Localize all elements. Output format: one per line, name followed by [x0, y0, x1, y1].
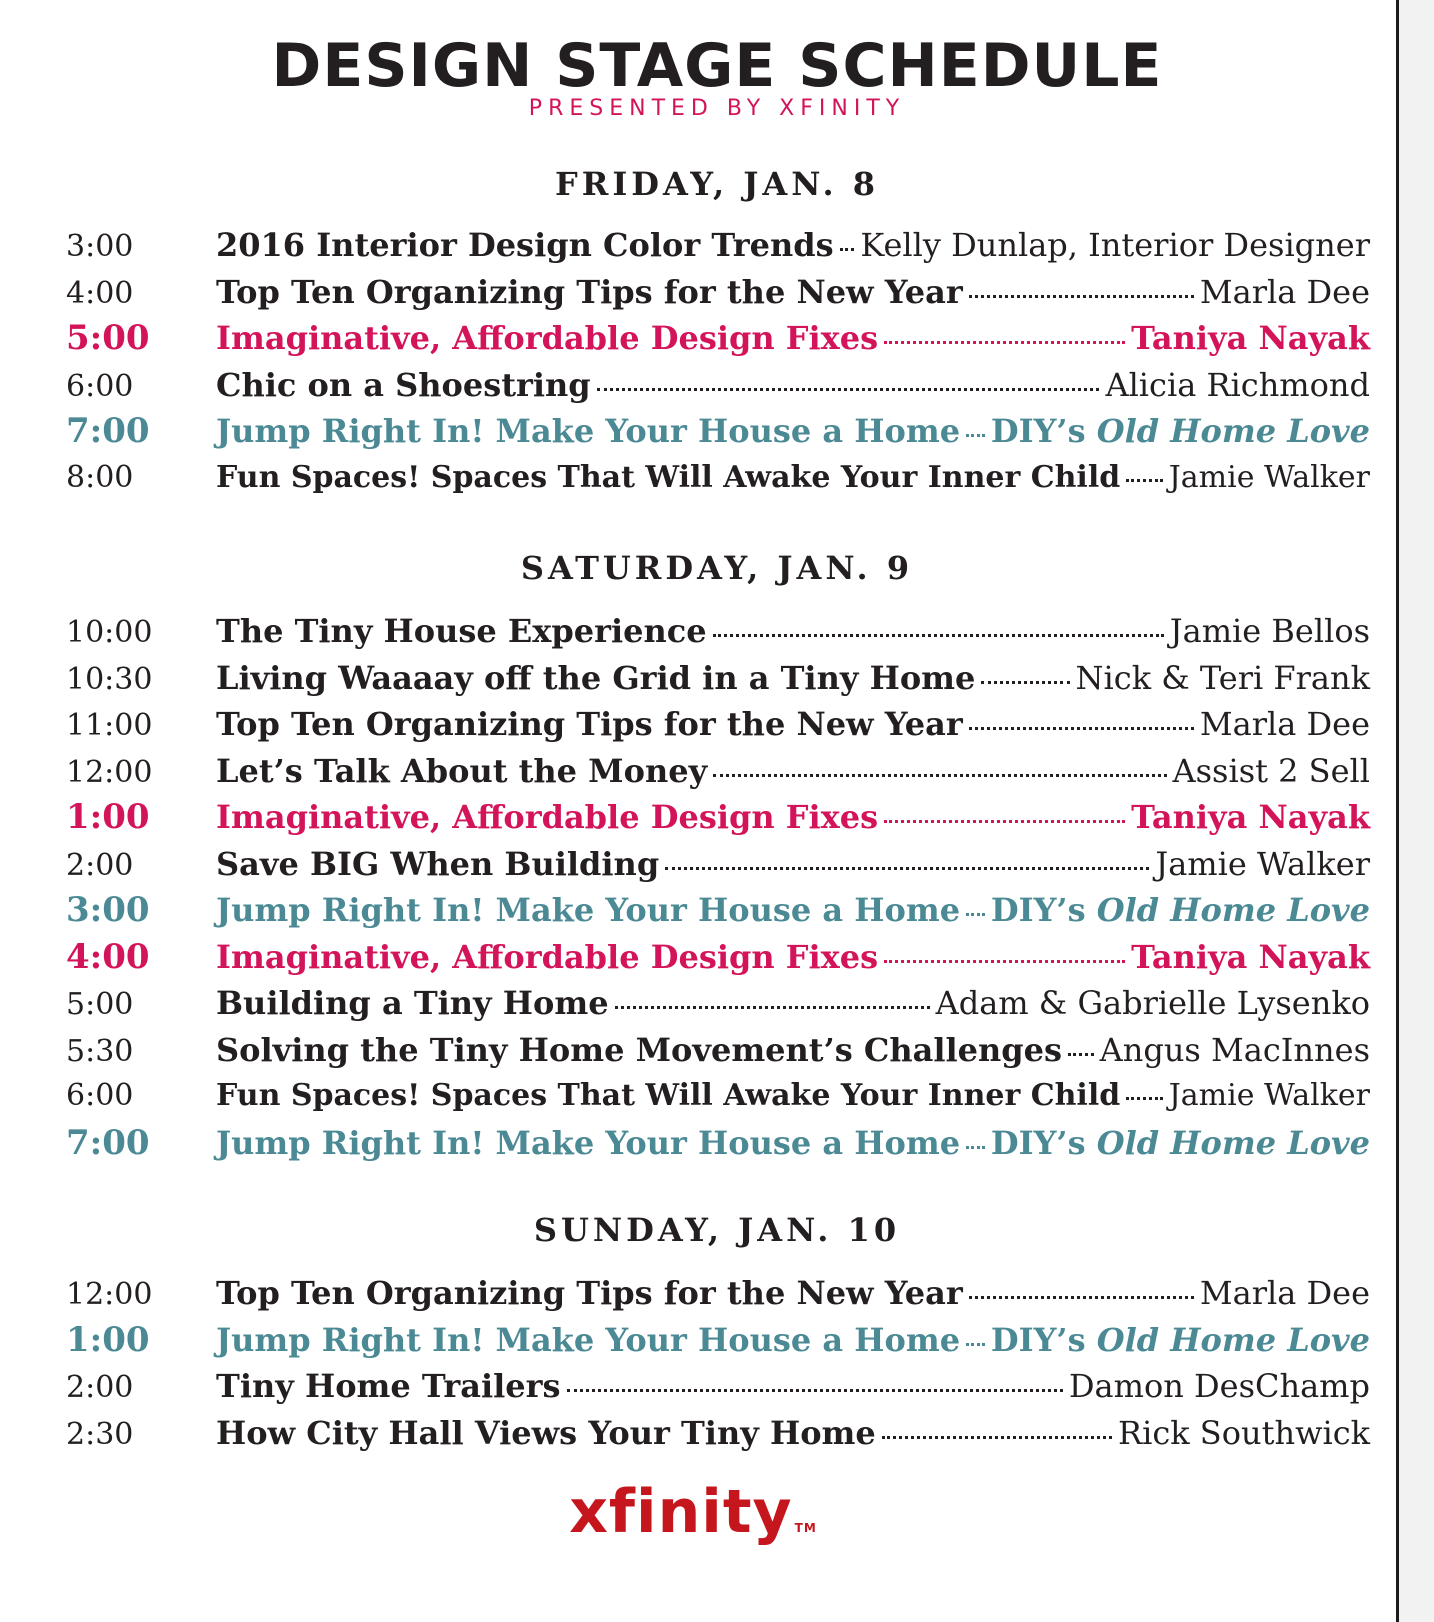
- session: [216, 455, 1370, 501]
- session: [216, 222, 1370, 268]
- session-title: Jump Right In! Make Your House a Home: [216, 412, 961, 450]
- session-title: Jump Right In! Make Your House a Home: [216, 1320, 961, 1359]
- session: [216, 1270, 1370, 1316]
- session-speaker: Jamie Walker: [1168, 1078, 1370, 1113]
- session-title: Imaginative, Affordable Design Fixes: [216, 937, 879, 976]
- session: [216, 1317, 1370, 1363]
- session-speaker: Nick & Teri Frank: [1075, 658, 1370, 697]
- session: [216, 269, 1370, 315]
- session: [216, 655, 1370, 701]
- session-title: Tiny Home Trailers: [216, 1367, 561, 1405]
- schedule-row: [66, 794, 1370, 840]
- schedule-row: [66, 362, 1370, 408]
- session-time: 6:00: [66, 1078, 134, 1113]
- schedule-row: [66, 1027, 1370, 1073]
- session-time: 12:00: [66, 754, 153, 790]
- session-title: 2016 Interior Design Color Trends: [216, 226, 834, 264]
- session-time: 8:00: [66, 459, 134, 495]
- session-speaker: Damon DesChamp: [1068, 1367, 1370, 1405]
- session: [216, 362, 1370, 408]
- dot-leader: [884, 341, 1125, 344]
- session-speaker: Kelly Dunlap, Interior Designer: [860, 226, 1370, 264]
- speaker-prefix: DIY’s: [990, 1320, 1097, 1359]
- session: [216, 1410, 1370, 1456]
- dot-leader: [966, 1146, 985, 1149]
- session-time: 7:00: [66, 1122, 150, 1163]
- day-heading: FRIDAY, JAN. 8: [555, 165, 879, 203]
- schedule-row: [66, 748, 1370, 794]
- page-subtitle: PRESENTED BY XFINITY: [528, 96, 906, 121]
- schedule-row: [66, 980, 1370, 1026]
- speaker-prefix: DIY’s: [990, 891, 1097, 929]
- session-time: 12:00: [66, 1277, 153, 1312]
- schedule-row: [66, 887, 1370, 933]
- dot-leader: [615, 1006, 930, 1009]
- dot-leader: [969, 727, 1194, 730]
- session: [216, 1027, 1370, 1073]
- session-title: The Tiny House Experience: [216, 612, 707, 650]
- dot-leader: [882, 1436, 1112, 1439]
- session-speaker: Taniya Nayak: [1131, 937, 1370, 976]
- schedule-row: [66, 269, 1370, 315]
- session-speaker: Alicia Richmond: [1105, 365, 1370, 404]
- dot-leader: [1068, 1053, 1094, 1056]
- session-speaker: Taniya Nayak: [1131, 798, 1370, 836]
- session-time: 2:30: [66, 1416, 134, 1452]
- session-time: 5:00: [66, 318, 150, 358]
- session-title: How City Hall Views Your Tiny Home: [216, 1413, 876, 1452]
- speaker-prefix: DIY’s: [990, 1123, 1097, 1162]
- dot-leader: [981, 681, 1069, 684]
- schedule-row: [66, 455, 1370, 501]
- session-speaker: Jamie Walker: [1155, 844, 1370, 883]
- speaker-show-name: Old Home Love: [1096, 412, 1370, 450]
- session: [216, 408, 1370, 454]
- speaker-show-name: Old Home Love: [1096, 1320, 1370, 1359]
- schedule-row: [66, 408, 1370, 454]
- session-speaker: [991, 408, 1370, 454]
- session: [216, 608, 1370, 654]
- session-title: Chic on a Shoestring: [216, 365, 591, 404]
- schedule-row: [66, 1410, 1370, 1456]
- session-title: Top Ten Organizing Tips for the New Year: [216, 272, 963, 311]
- session: [216, 980, 1370, 1026]
- session-time: 3:00: [66, 229, 134, 264]
- schedule-row: [66, 222, 1370, 268]
- session-speaker: [991, 1317, 1370, 1363]
- session-title: Let’s Talk About the Money: [216, 751, 708, 790]
- session-speaker: Jamie Walker: [1168, 459, 1370, 495]
- session: [216, 315, 1370, 361]
- dot-leader: [1126, 479, 1163, 482]
- dot-leader: [884, 820, 1125, 823]
- schedule-row: [66, 1270, 1370, 1316]
- session-time: 11:00: [66, 708, 153, 743]
- session-speaker: Marla Dee: [1199, 272, 1370, 311]
- session: [216, 748, 1370, 794]
- session-speaker: Rick Southwick: [1117, 1413, 1370, 1452]
- session-title: Top Ten Organizing Tips for the New Year: [216, 705, 963, 743]
- session-time: 10:00: [66, 615, 153, 650]
- session-speaker: [991, 1120, 1370, 1166]
- dot-leader: [597, 388, 1100, 391]
- schedule-row: [66, 655, 1370, 701]
- session-time: 1:00: [66, 797, 150, 837]
- logo-trademark: TM: [794, 1521, 817, 1535]
- session-speaker: Taniya Nayak: [1131, 319, 1370, 357]
- session-speaker: [991, 887, 1370, 933]
- session: [216, 701, 1370, 747]
- session-time: 4:00: [66, 275, 134, 311]
- session-time: 10:30: [66, 661, 153, 697]
- schedule-row: [66, 934, 1370, 980]
- session: [216, 794, 1370, 840]
- session-time: 6:00: [66, 368, 134, 404]
- session: [216, 841, 1370, 887]
- session: [216, 934, 1370, 980]
- speaker-show-name: Old Home Love: [1096, 1123, 1370, 1162]
- session-time: 2:00: [66, 1370, 134, 1405]
- dot-leader: [966, 434, 985, 437]
- page-title: DESIGN STAGE SCHEDULE: [271, 31, 1163, 101]
- schedule-row: [66, 608, 1370, 654]
- dot-leader: [713, 774, 1166, 777]
- session-time: 4:00: [66, 936, 150, 977]
- session: [216, 1363, 1370, 1409]
- session-speaker: Marla Dee: [1199, 705, 1370, 743]
- session-time: 5:30: [66, 1033, 134, 1069]
- session-title: Solving the Tiny Home Movement’s Challenges: [216, 1030, 1063, 1069]
- session-title: Top Ten Organizing Tips for the New Year: [216, 1274, 963, 1312]
- day-heading: SATURDAY, JAN. 9: [520, 549, 914, 587]
- session-speaker: Angus MacInnes: [1099, 1030, 1370, 1069]
- session-speaker: Assist 2 Sell: [1172, 751, 1370, 790]
- session-time: 2:00: [66, 847, 134, 883]
- xfinity-logo: [0, 1472, 1386, 1568]
- session-title: Imaginative, Affordable Design Fixes: [216, 319, 879, 357]
- session-time: 3:00: [66, 890, 150, 930]
- page-edge-strip: [1396, 0, 1434, 1622]
- dot-leader: [840, 248, 855, 251]
- session-time: 1:00: [66, 1319, 150, 1360]
- session-title: Fun Spaces! Spaces That Will Awake Your Inner Child: [216, 1078, 1121, 1113]
- logo-text: xfinity: [569, 1477, 793, 1547]
- dot-leader: [966, 913, 985, 916]
- session: [216, 1073, 1370, 1119]
- session-title: Fun Spaces! Spaces That Will Awake Your Inner Child: [216, 459, 1121, 495]
- session-title: Jump Right In! Make Your House a Home: [216, 891, 961, 929]
- session-title: Building a Tiny Home: [216, 984, 609, 1022]
- dot-leader: [665, 867, 1149, 870]
- session-title: Living Waaaay off the Grid in a Tiny Home: [216, 658, 976, 697]
- session: [216, 1120, 1370, 1166]
- schedule-row: [66, 1317, 1370, 1363]
- session-title: Imaginative, Affordable Design Fixes: [216, 798, 879, 836]
- session-title: Save BIG When Building: [216, 844, 660, 883]
- dot-leader: [966, 1343, 985, 1346]
- dot-leader: [1126, 1097, 1163, 1100]
- schedule-row: [66, 1120, 1370, 1166]
- speaker-show-name: Old Home Love: [1096, 891, 1370, 929]
- dot-leader: [567, 1389, 1063, 1392]
- session-speaker: Jamie Bellos: [1169, 612, 1370, 650]
- schedule-row: [66, 1073, 1370, 1119]
- speaker-prefix: DIY’s: [990, 412, 1097, 450]
- schedule-row: [66, 701, 1370, 747]
- session-time: 7:00: [66, 411, 150, 451]
- dot-leader: [969, 1296, 1194, 1299]
- schedule-row: [66, 1363, 1370, 1409]
- schedule-row: [66, 315, 1370, 361]
- dot-leader: [884, 960, 1125, 963]
- dot-leader: [969, 295, 1194, 298]
- dot-leader: [713, 634, 1164, 637]
- session-speaker: Marla Dee: [1199, 1274, 1370, 1312]
- session: [216, 887, 1370, 933]
- schedule-row: [66, 841, 1370, 887]
- day-heading: SUNDAY, JAN. 10: [533, 1211, 901, 1249]
- session-title: Jump Right In! Make Your House a Home: [216, 1123, 961, 1162]
- session-time: 5:00: [66, 987, 134, 1022]
- session-speaker: Adam & Gabrielle Lysenko: [935, 984, 1370, 1022]
